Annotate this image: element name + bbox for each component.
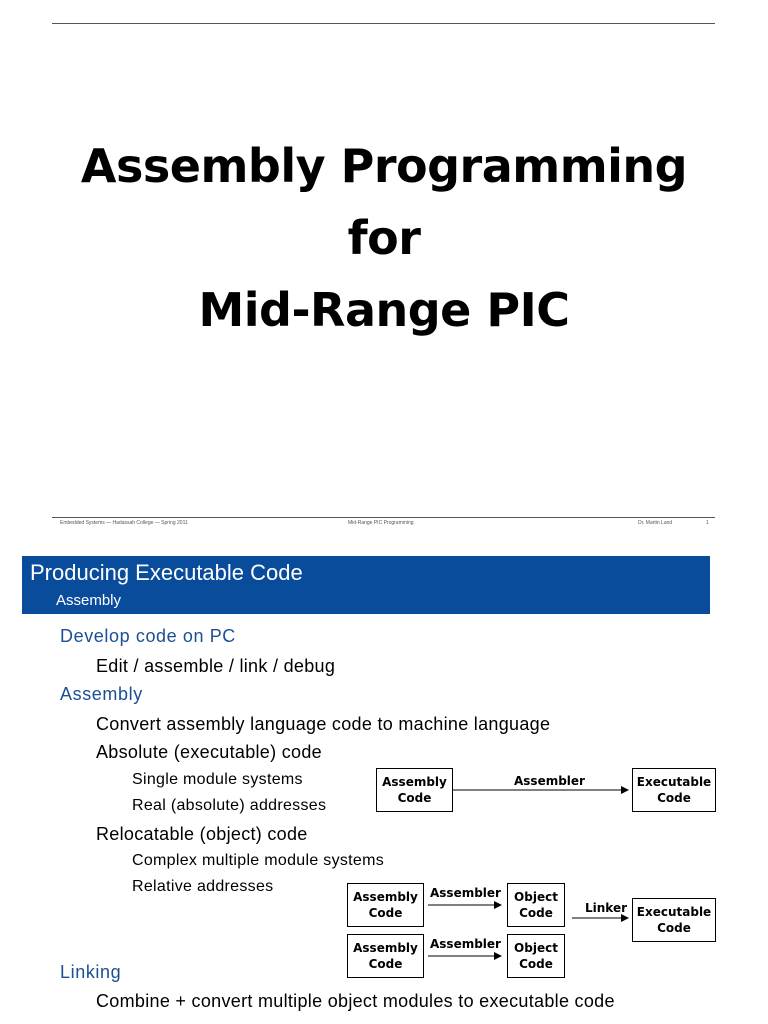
bullet-complex: Complex multiple module systems [132, 852, 385, 869]
bullet-absolute: Absolute (executable) code [96, 742, 322, 762]
box-assembly-code-1 [347, 883, 424, 927]
box-label: Executable Code [636, 905, 712, 935]
box-assembly-code-2 [347, 934, 424, 978]
box-assembly-code-top [376, 768, 453, 812]
slide-subheading: Assembly [56, 592, 122, 609]
box-executable-code-top [632, 768, 716, 812]
box-label: Object Code [514, 890, 558, 920]
title-line-3: Mid-Range PIC [198, 283, 570, 337]
label-assembler-1: Assembler [430, 886, 501, 900]
box-executable-code-2 [632, 898, 716, 942]
footer-right: Dr. Martin Land [638, 520, 673, 526]
footer-center: Mid-Range PIC Programming [348, 520, 414, 526]
box-label: Object Code [514, 941, 558, 971]
label-linker: Linker [585, 901, 628, 915]
title-line-1: Assembly Programming [80, 139, 688, 193]
box-object-code-1 [507, 883, 565, 927]
title-line-2: for [347, 211, 421, 265]
slide-heading: Producing Executable Code [30, 560, 303, 585]
bullet-develop: Develop code on PC [60, 626, 236, 646]
bullet-relative: Relative addresses [132, 878, 274, 895]
bullet-convert: Convert assembly language code to machine language [96, 714, 551, 734]
footer-left: Embedded Systems — Hadassah College — Spring 2011 [60, 520, 188, 526]
bullet-real: Real (absolute) addresses [132, 797, 327, 814]
box-label: Executable Code [636, 775, 712, 805]
label-assembler-2: Assembler [430, 937, 501, 951]
box-label: Assembly Code [353, 890, 418, 920]
bullet-relocatable: Relocatable (object) code [96, 824, 308, 844]
bullet-edit: Edit / assemble / link / debug [96, 656, 336, 676]
bullet-linking: Linking [60, 962, 122, 982]
bullet-single: Single module systems [132, 771, 303, 788]
bullet-combine: Combine + convert multiple object modules to executable code [96, 991, 615, 1011]
label-assembler-top: Assembler [514, 774, 585, 788]
page-number: 1 [706, 520, 709, 526]
bullet-assembly: Assembly [60, 684, 143, 704]
box-object-code-2 [507, 934, 565, 978]
box-label: Assembly Code [353, 941, 418, 971]
box-label: Assembly Code [382, 775, 447, 805]
